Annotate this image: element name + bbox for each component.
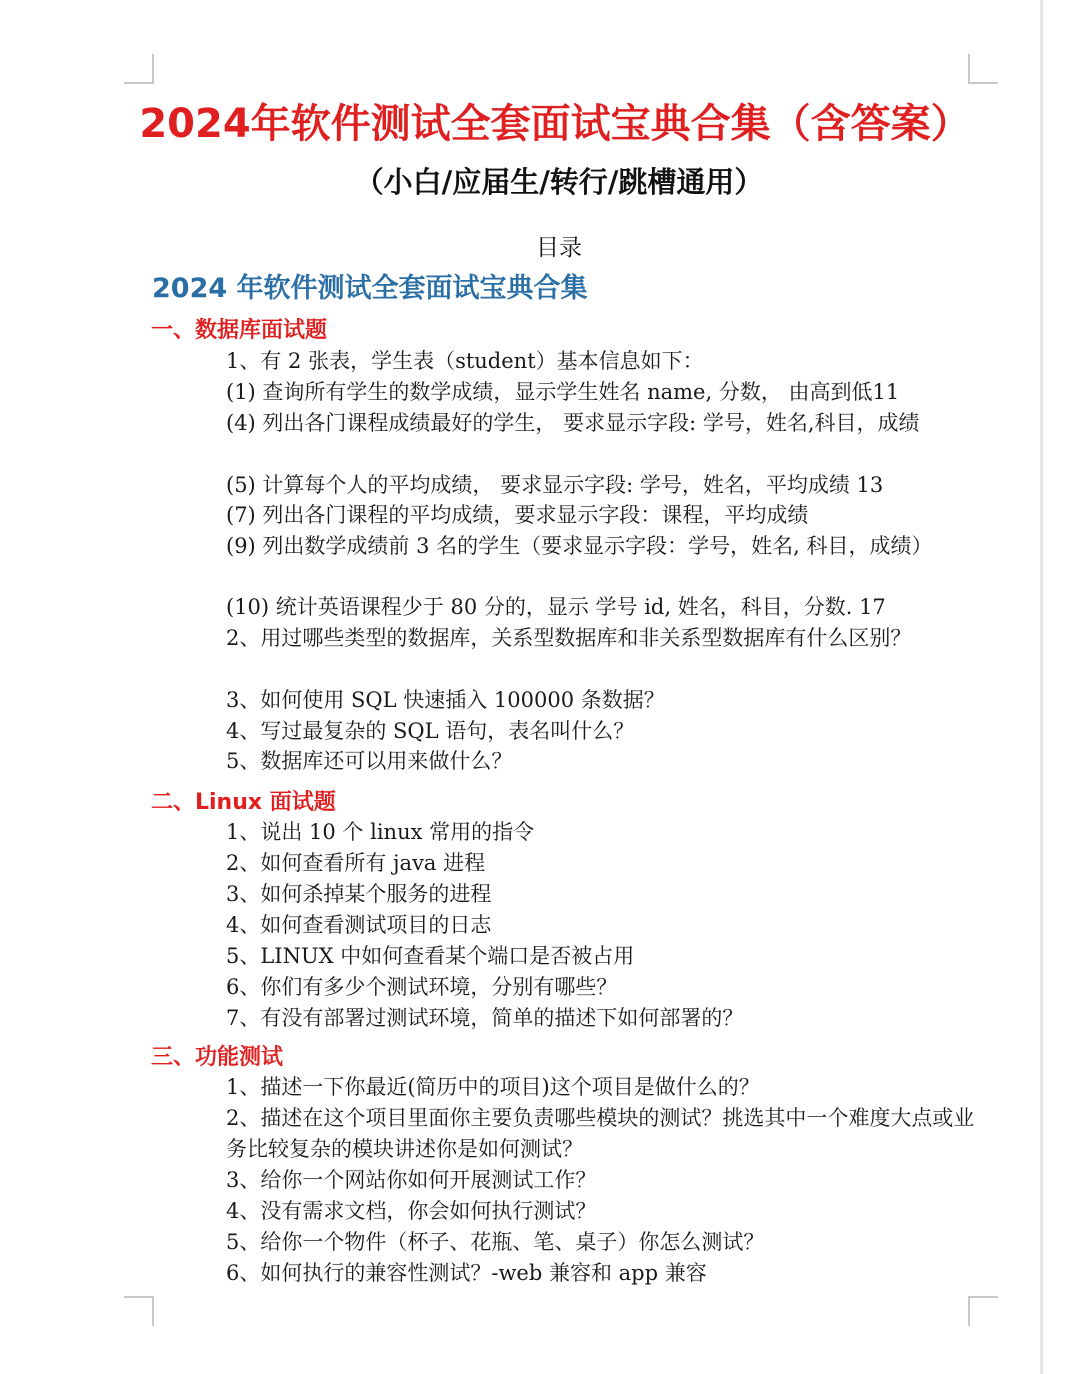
toc-item: 5、LINUX 中如何查看某个端口是否被占用	[226, 944, 635, 968]
toc-item: 1、有 2 张表，学生表（student）基本信息如下：	[226, 349, 704, 373]
document-subtitle: （小白/应届生/转行/跳槽通用）	[354, 165, 764, 199]
margin-corner-mark	[124, 54, 154, 84]
toc-item: (4) 列出各门课程成绩最好的学生， 要求显示字段: 学号，姓名,科目，成绩	[226, 411, 920, 435]
toc-item: 3、给你一个网站你如何开展测试工作？	[226, 1168, 597, 1192]
toc-item: 7、有没有部署过测试环境，简单的描述下如何部署的？	[226, 1006, 744, 1030]
margin-corner-mark	[124, 1296, 154, 1326]
toc-item: 3、如何使用 SQL 快速插入 100000 条数据？	[226, 688, 665, 712]
toc-item: (5) 计算每个人的平均成绩， 要求显示字段: 学号，姓名，平均成绩 13	[226, 473, 884, 497]
margin-corner-mark	[968, 1296, 998, 1326]
toc-collection-title: 2024 年软件测试全套面试宝典合集	[152, 273, 588, 304]
toc-item: 6、你们有多少个测试环境，分别有哪些？	[226, 975, 618, 999]
toc-item: 6、如何执行的兼容性测试？-web 兼容和 app 兼容	[226, 1261, 707, 1285]
toc-item: 2、如何查看所有 java 进程	[226, 851, 486, 875]
toc-item: 5、给你一个物件（杯子、花瓶、笔、桌子）你怎么测试？	[226, 1230, 765, 1254]
toc-item: (10) 统计英语课程少于 80 分的，显示 学号 id, 姓名，科目，分数. 17	[226, 595, 886, 619]
toc-heading: 目录	[536, 235, 582, 261]
toc-item: (1) 查询所有学生的数学成绩，显示学生姓名 name, 分数， 由高到低11	[226, 380, 900, 404]
toc-item: 3、如何杀掉某个服务的进程	[226, 882, 492, 906]
margin-corner-mark	[968, 54, 998, 84]
toc-section-heading: 一、数据库面试题	[151, 318, 328, 343]
toc-item: 4、如何查看测试项目的日志	[226, 913, 492, 937]
toc-item: (9) 列出数学成绩前 3 名的学生（要求显示字段：学号，姓名, 科目，成绩）	[226, 534, 933, 558]
toc-item: 1、描述一下你最近(简历中的项目)这个项目是做什么的？	[226, 1075, 760, 1099]
toc-item: 4、没有需求文档，你会如何执行测试？	[226, 1199, 597, 1223]
toc-section-heading: 二、Linux 面试题	[151, 790, 336, 815]
toc-item: 5、数据库还可以用来做什么？	[226, 749, 513, 773]
document-title: 2024年软件测试全套面试宝典合集（含答案）	[139, 101, 971, 147]
toc-item: 4、写过最复杂的 SQL 语句，表名叫什么？	[226, 719, 635, 743]
toc-item: 2、用过哪些类型的数据库，关系型数据库和非关系型数据库有什么区别？	[226, 626, 912, 650]
toc-item: 2、描述在这个项目里面你主要负责哪些模块的测试？挑选其中一个难度大点或业务比较复杂的模块讲述你是如何测试？	[226, 1106, 975, 1161]
toc-item: (7) 列出各门课程的平均成绩，要求显示字段：课程，平均成绩	[226, 503, 809, 527]
toc-section-heading: 三、功能测试	[151, 1045, 284, 1070]
page-edge-divider	[1040, 0, 1043, 1374]
toc-item: 1、说出 10 个 linux 常用的指令	[226, 820, 535, 844]
